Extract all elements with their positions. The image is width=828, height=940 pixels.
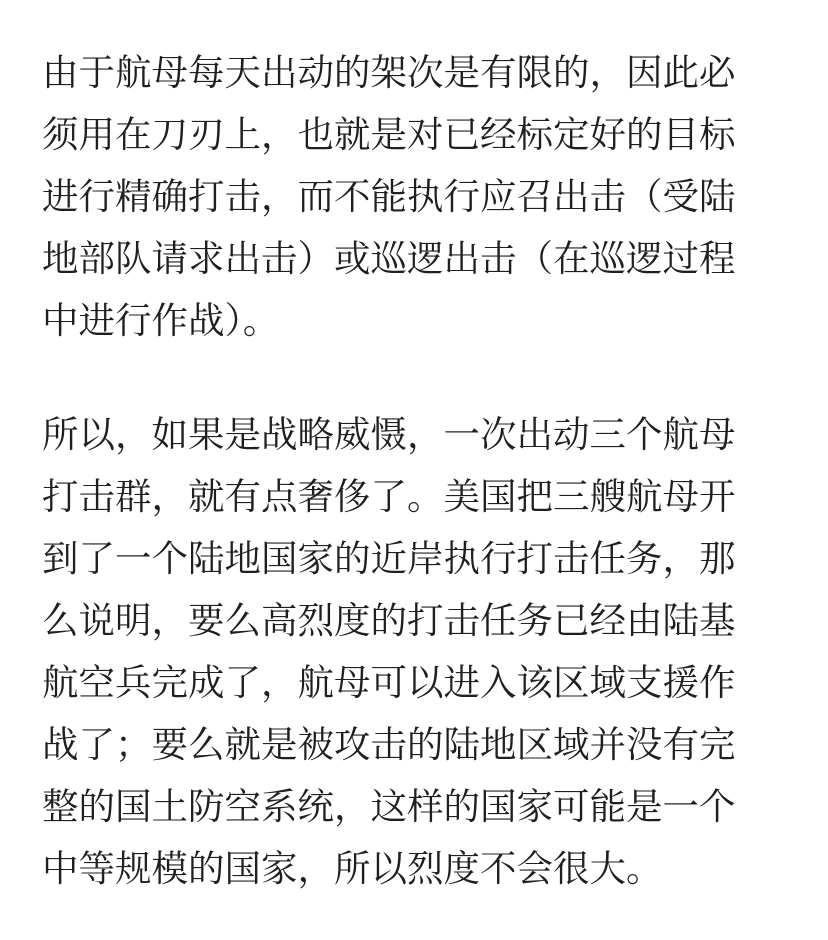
text-line: 航空兵完成了，航母可以进入该区域支援作: [42, 661, 736, 704]
paragraph-1: [42, 42, 792, 352]
text-line: 进行精确打击，而不能执行应召出击（受陆: [42, 175, 736, 218]
text-line: 到了一个陆地国家的近岸执行打击任务，那: [42, 537, 736, 580]
text-line: 中等规模的国家，所以烈度不会很大。: [42, 847, 663, 890]
text-line: 打击群，就有点奢侈了。美国把三艘航母开: [42, 475, 736, 518]
text-line: 由于航母每天出动的架次是有限的，因此必: [42, 51, 736, 94]
text-line: 须用在刀刃上，也就是对已经标定好的目标: [42, 113, 736, 156]
text-line: 战了；要么就是被攻击的陆地区域并没有完: [42, 723, 736, 766]
paragraph-2: [42, 404, 792, 900]
article-body: [42, 42, 792, 900]
text-line: 么说明，要么高烈度的打击任务已经由陆基: [42, 599, 736, 642]
text-line: 地部队请求出击）或巡逻出击（在巡逻过程: [42, 237, 736, 280]
text-line: 中进行作战）。: [42, 299, 280, 342]
text-line: 所以，如果是战略威慑，一次出动三个航母: [42, 413, 736, 456]
text-line: 整的国土防空系统，这样的国家可能是一个: [42, 785, 736, 828]
